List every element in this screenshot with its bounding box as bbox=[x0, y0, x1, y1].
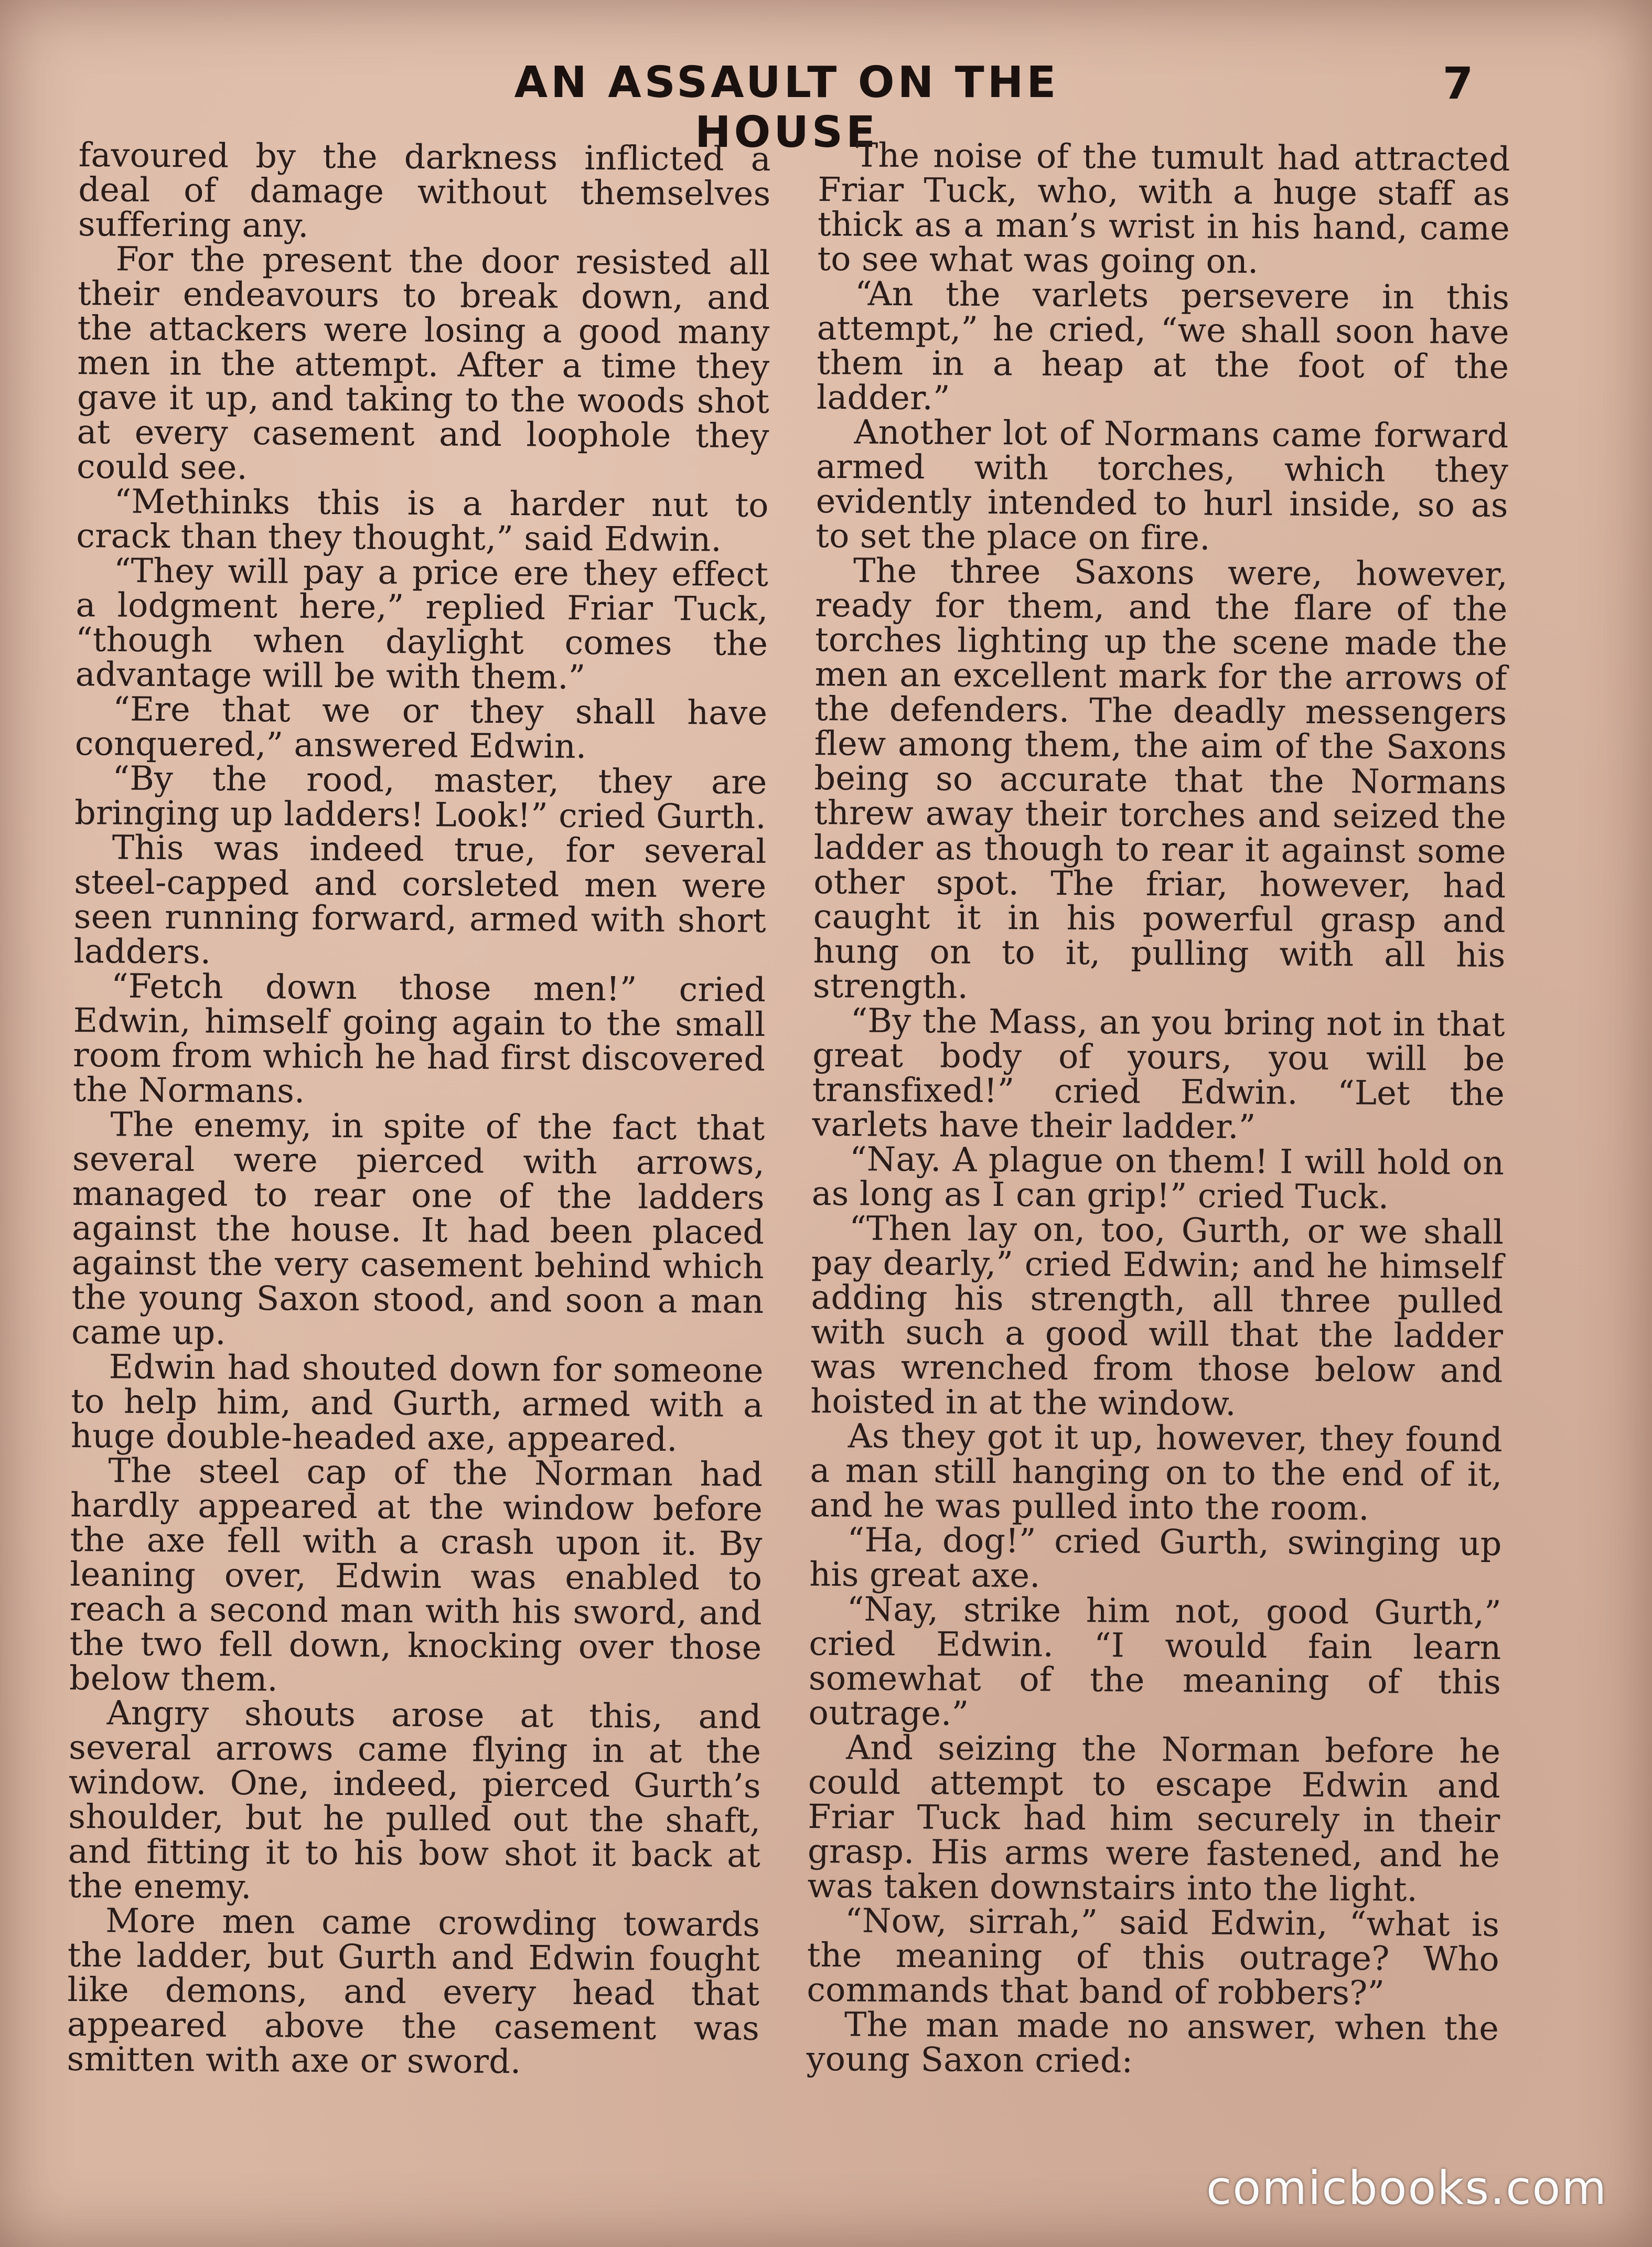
paragraph: For the present the door resisted all their endeavours to break down, and the attackers were losing a good many men in the attempt. After a time they gave it up, and taking to the woods shot at every casement and loophole they could see. bbox=[76, 239, 770, 487]
page-number: 7 bbox=[1442, 58, 1474, 109]
paragraph: “Fetch down those men!” cried Edwin, himself going again to the small room from which he had first discovered the Normans. bbox=[72, 966, 766, 1110]
page-header bbox=[0, 58, 1652, 157]
paragraph: “They will pay a price ere they effect a lodgment here,” replied Friar Tuck, “though when daylight comes the advantage will be with them.” bbox=[75, 551, 769, 697]
paragraph: The noise of the tumult had attracted Friar Tuck, who, with a huge staff as thick as a man’s wrist in his hand, came to see what was going on. bbox=[817, 135, 1510, 281]
paragraph: Edwin had shouted down for someone to help him, and Gurth, armed with a huge double-headed axe, appeared. bbox=[70, 1347, 764, 1459]
paragraph: The steel cap of the Norman had hardly appeared at the window before the axe fell with a crash upon it. By leaning over, Edwin was enabled to reach a second man with his sword, and the two fell down, knocking over those below them. bbox=[69, 1451, 763, 1699]
paragraph: And seizing the Norman before he could attempt to escape Edwin and Friar Tuck had him securely in their grasp. His arms were fastened, and he was taken downstairs into the light. bbox=[807, 1728, 1501, 1909]
running-title: AN ASSAULT ON THE HOUSE bbox=[514, 58, 1059, 157]
paragraph: “An the varlets persevere in this attempt,” he cried, “we shall soon have them in a heap at the foot of the ladder.” bbox=[816, 274, 1510, 418]
paragraph: More men came crowding towards the ladder, but Gurth and Edwin fought like demons, and every head that appeared above the casement was smitten with axe or sword. bbox=[67, 1901, 760, 2081]
right-text-column bbox=[806, 137, 1510, 2080]
paragraph: The man made no answer, when the young Saxon cried: bbox=[806, 2005, 1499, 2080]
paragraph: favoured by the darkness inflicted a deal of damage without themselves suffering any. bbox=[78, 135, 771, 245]
site-watermark bbox=[1206, 2161, 1636, 2229]
left-text-column bbox=[67, 137, 771, 2080]
paragraph: Angry shouts arose at this, and several arrows came flying in at the window. One, indeed, pierced Gurth’s shoulder, but he pulled out the shaft, and fitting it to his bow shot it back at the enemy. bbox=[68, 1693, 761, 1907]
paragraph: The three Saxons were, however, ready for them, and the flare of the torches lighting up the scene made the men an excellent mark for the arrows of the defenders. The deadly messengers flew among them, the aim of the Saxons being so accurate that the Normans threw away their torches and seized the ladder as though to rear it against some other spot. The friar, however, had caught it in his powerful grasp and hung on to it, pulling with all his strength. bbox=[812, 551, 1508, 1006]
paragraph: “By the Mass, an you bring not in that great body of yours, you will be transfixed!” cried Edwin. “Let the varlets have their ladder.” bbox=[812, 1001, 1505, 1147]
watermark-text: comicbooks.com bbox=[1206, 2161, 1608, 2215]
paragraph: This was indeed true, for several steel-capped and corsleted men were seen running forward, armed with short ladders. bbox=[73, 828, 767, 971]
paragraph: “Methinks this is a harder nut to crack than they thought,” said Edwin. bbox=[76, 482, 769, 559]
paragraph: “Ha, dog!” cried Gurth, swinging up his great axe. bbox=[809, 1520, 1502, 1595]
paragraph: “By the rood, master, they are bringing up ladders! Look!” cried Gurth. bbox=[74, 758, 767, 837]
paragraph: “Then lay on, too, Gurth, or we shall pay dearly,” cried Edwin; and he himself adding his strength, all three pulled with such a good will that the ladder was wrenched from those below and hoisted in at the window. bbox=[810, 1208, 1504, 1423]
paragraph: The enemy, in spite of the fact that several were pierced with arrows, managed to rear one of the ladders against the house. It had been placed against the very casement behind which the young Saxon stood, and soon a man came up. bbox=[71, 1105, 765, 1352]
paragraph: “Now, sirrah,” said Edwin, “what is the meaning of this outrage? Who commands that band of robbers?” bbox=[807, 1901, 1500, 2013]
paragraph: “Ere that we or they shall have conquered,” answered Edwin. bbox=[74, 689, 768, 766]
paragraph: As they got it up, however, they found a man still hanging on to the end of it, and he was pulled into the room. bbox=[809, 1416, 1503, 1528]
paragraph: “Nay, strike him not, good Gurth,” cried Edwin. “I would fain learn somewhat of the meaning of this outrage.” bbox=[808, 1589, 1502, 1733]
paragraph: “Nay. A plague on them! I will hold on as long as I can grip!” cried Tuck. bbox=[811, 1139, 1505, 1216]
paragraph: Another lot of Normans came forward armed with torches, which they evidently intended to hurl inside, so as to set the place on fire. bbox=[816, 412, 1509, 558]
